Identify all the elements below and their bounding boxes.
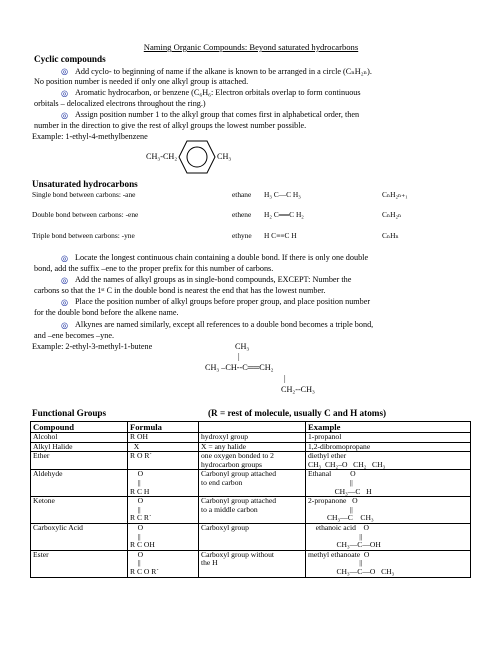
- cyclic-bullet-3: Assign position number 1 to the alkyl group that comes first in alphabetical order, then: [75, 110, 360, 119]
- unsat-bullet-3-cont: for the double bond before the alkene name.: [34, 308, 179, 317]
- description-cell: Carbonyl group attached to a middle carbon: [199, 497, 306, 524]
- description-cell: Carbonyl group attached to end carbon: [199, 470, 306, 497]
- description-cell: Carboxyl group without the H: [199, 550, 306, 577]
- table-row: [31, 470, 471, 497]
- ethene-structure: H₂ C══C H₂: [264, 210, 304, 219]
- example-cell: methyl ethanoate O || CH₃—C—O CH₃: [306, 550, 471, 577]
- example-cell: 1,2-dibromopropane: [306, 442, 471, 452]
- double-bond-label: Double bond between carbons: -ene: [32, 210, 139, 219]
- unsat-bullet-2-cont: carbons so that the 1ˢᵗ C in the double bond is nearest the end that has the lowest number.: [34, 286, 326, 295]
- functional-note: (R = rest of molecule, usually C and H atoms): [208, 408, 387, 418]
- functional-groups-table: [30, 421, 471, 578]
- table-row: [31, 523, 471, 550]
- bullet-icon: ◎: [61, 67, 69, 76]
- cyclic-bullet-1-cont: No position number is needed if only one alkyl group is attached.: [34, 77, 249, 86]
- header-compound: Compound: [31, 422, 128, 433]
- compound-cell: Ketone: [31, 497, 128, 524]
- page-title: Naming Organic Compounds: Beyond saturated hydrocarbons: [143, 42, 359, 52]
- ethene-name: ethene: [232, 210, 252, 219]
- cyclic-bullet-1: Add cyclo- to beginning of name if the alkane is known to be arranged in a circle (CₙH₂ₙ).: [75, 67, 372, 76]
- header-formula: Formula: [128, 422, 199, 433]
- bullet-icon: ◎: [61, 298, 69, 307]
- unsat-bullet-3: Place the position number of alkyl groups before proper group, and place position number: [75, 297, 371, 306]
- description-cell: hydroxyl group: [199, 433, 306, 443]
- cyclic-example: Example: 1-ethyl-4-methylbenzene: [32, 132, 148, 141]
- formula-cell: O || R C OH: [128, 523, 199, 550]
- example-cell: ethanoic acid O || CH₃—C—OH: [306, 523, 471, 550]
- unsat-bullet-2: Add the names of alkyl groups as in single-bond compounds, EXCEPT: Number the: [75, 275, 352, 284]
- compound-cell: Ester: [31, 550, 128, 577]
- table-row: [31, 452, 471, 470]
- ethane-name: ethane: [232, 190, 252, 199]
- compound-cell: Alkyl Halide: [31, 442, 128, 452]
- bullet-icon: ◎: [61, 111, 69, 120]
- unsat-example: Example: 2-ethyl-3-methyl-1-butene: [32, 342, 153, 351]
- bullet-icon: ◎: [61, 321, 69, 330]
- ethyne-name: ethyne: [232, 231, 252, 240]
- compound-cell: Ether: [31, 452, 128, 470]
- single-bond-label: Single bond between carbons: -ane: [32, 190, 136, 199]
- table-row: [31, 497, 471, 524]
- cyclic-bullet-2-cont: orbitals – delocalized electrons throughout the ring.): [34, 99, 206, 108]
- formula-cell: O || R C H: [128, 470, 199, 497]
- benzene-right-group: CH₃: [217, 152, 232, 161]
- bullet-icon: ◎: [61, 254, 69, 263]
- benzene-left-group: CH₃-CH₂: [146, 152, 178, 161]
- table-header-row: [31, 422, 471, 433]
- description-cell: X = any halide: [199, 442, 306, 452]
- ethyne-structure: H C≡≡C H: [264, 231, 297, 240]
- formula-cell: O || R C O R`: [128, 550, 199, 577]
- unsat-bullet-4-cont: and –ene becomes –yne.: [34, 331, 115, 340]
- cyclic-heading: Cyclic compounds: [34, 54, 106, 64]
- formula-cell: R O R`: [128, 452, 199, 470]
- compound-cell: Carboxylic Acid: [31, 523, 128, 550]
- structure-bottom-group: CH₂--CH₃: [281, 385, 315, 394]
- triple-bond-label: Triple bond between carbons: -yne: [32, 231, 135, 240]
- example-cell: 1-propanol: [306, 433, 471, 443]
- cyclic-bullet-3-cont: number in the direction to give the rest of alkyl groups the lowest number possible.: [34, 121, 307, 130]
- header-example: Example: [306, 422, 471, 433]
- unsat-bullet-4: Alkynes are named similarly, except all references to a double bond becomes a triple bond,: [75, 320, 374, 329]
- compound-cell: Alcohol: [31, 433, 128, 443]
- ethane-structure: H₃ C—C H₃: [264, 190, 301, 199]
- description-cell: one oxygen bonded to 2 hydrocarbon groups: [199, 452, 306, 470]
- unsat-bullet-1-cont: bond, add the suffix –ene to the proper prefix for this number of carbons.: [34, 264, 274, 273]
- table-row: [31, 433, 471, 443]
- structure-bond-down: |: [284, 374, 286, 383]
- example-cell: 2-propanone O || CH₃—C CH₃: [306, 497, 471, 524]
- bullet-icon: ◎: [61, 276, 69, 285]
- ethyne-formula: CₙHₙ: [382, 231, 399, 240]
- compound-cell: Aldehyde: [31, 470, 128, 497]
- unsat-bullet-1: Locate the longest continuous chain containing a double bond. If there is only one double: [75, 253, 369, 262]
- formula-cell: R OH: [128, 433, 199, 443]
- table-row: [31, 550, 471, 577]
- example-cell: diethyl ether CH₃ CH₂–O CH₂ CH₃: [306, 452, 471, 470]
- structure-main-chain: CH₃ –CH--C══CH₂: [205, 363, 274, 372]
- header-description: [199, 422, 306, 433]
- ethane-formula: CₙH₂ₙ₊₁: [382, 190, 408, 199]
- bullet-icon: ◎: [61, 89, 69, 98]
- structure-bond-up: |: [238, 352, 240, 361]
- ethene-formula: CₙH₂ₙ: [382, 210, 402, 219]
- structure-top-group: CH₃: [235, 342, 250, 351]
- formula-cell: X: [128, 442, 199, 452]
- example-cell: Ethanal O || CH₃—C H: [306, 470, 471, 497]
- description-cell: Carboxyl group: [199, 523, 306, 550]
- unsaturated-heading: Unsaturated hydrocarbons: [32, 179, 138, 189]
- benzene-ring-icon: [177, 138, 217, 176]
- functional-heading: Functional Groups: [32, 408, 107, 418]
- cyclic-bullet-2: Aromatic hydrocarbon, or benzene (C₆H₆: Electron orbitals overlap to form continuous: [75, 88, 361, 97]
- formula-cell: O || R C R`: [128, 497, 199, 524]
